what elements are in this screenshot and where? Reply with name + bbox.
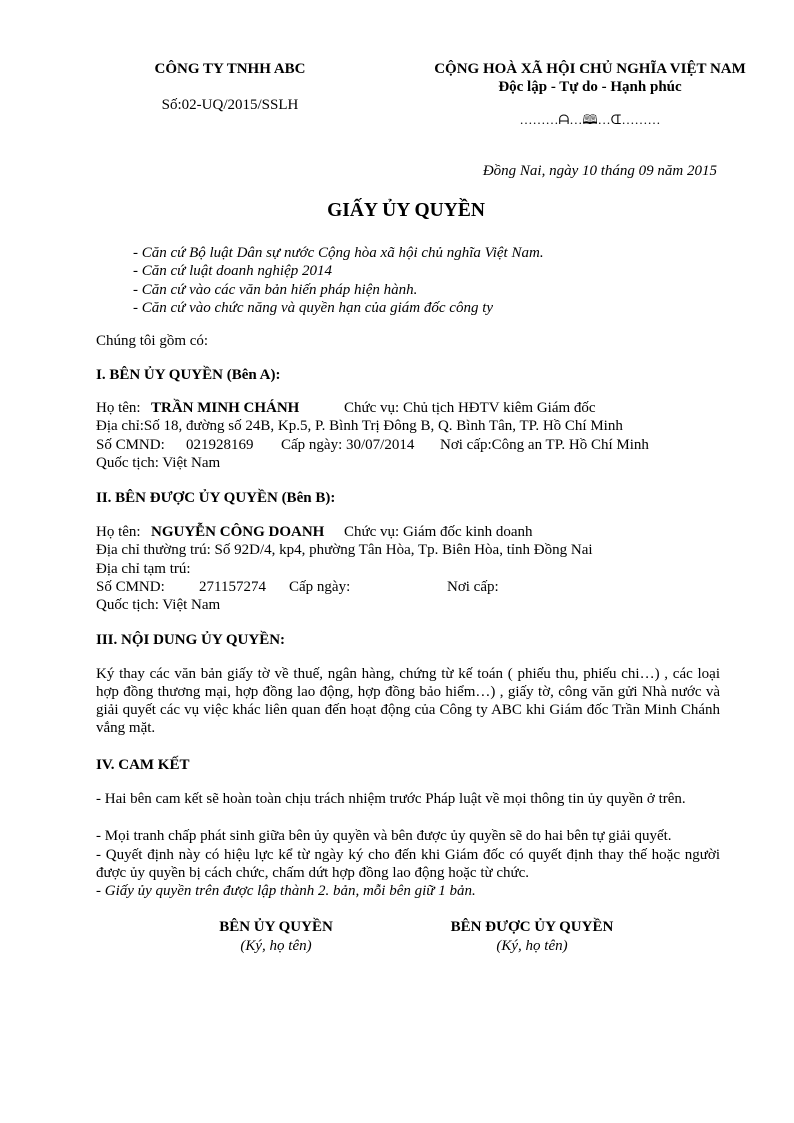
ornament-divider: ………ᗩ…🕮…ᗭ……… — [519, 112, 661, 127]
party-a-id-label: Số CMND: — [96, 437, 165, 453]
legal-basis-item: - Căn cứ Bộ luật Dân sự nước Cộng hòa xã hội chủ nghĩa Việt Nam. — [133, 245, 544, 261]
intro-text: Chúng tôi gồm có: — [96, 333, 209, 349]
commitment-item: - Quyết định này có hiệu lực kể từ ngày ký cho đến khi Giám đốc có quyết định thay thế hoặc người được ủy quyền bị cách chức, chấm dứt hợp đồng lao động hoặc từ chức. — [96, 847, 720, 881]
commitment-item: - Mọi tranh chấp phát sinh giữa bên ủy quyền và bên được ủy quyền sẽ do hai bên tự giải quyết. — [96, 828, 672, 844]
party-a-address: Địa chỉ:Số 18, đường số 24B, Kp.5, P. Bình Trị Đông B, Q. Bình Tân, TP. Hồ Chí Minh — [96, 418, 623, 434]
legal-basis-item: - Căn cứ vào các văn bản hiến pháp hiện hành. — [133, 282, 418, 298]
legal-basis-item: - Căn cứ vào chức năng và quyền hạn của giám đốc công ty — [133, 300, 494, 316]
party-a-issue-place: Nơi cấp:Công an TP. Hồ Chí Minh — [440, 437, 649, 453]
party-a-issue-date: Cấp ngày: 30/07/2014 — [281, 437, 415, 453]
national-motto: Độc lập - Tự do - Hạnh phúc — [498, 79, 682, 95]
party-b-position: Chức vụ: Giám đốc kinh doanh — [344, 524, 533, 540]
party-b-heading: II. BÊN ĐƯỢC ỦY QUYỀN (Bên B): — [96, 490, 336, 506]
legal-basis-item: - Căn cứ luật doanh nghiệp 2014 — [133, 263, 332, 279]
commitment-heading: IV. CAM KẾT — [96, 757, 190, 773]
signature-right-title: BÊN ĐƯỢC ỦY QUYỀN — [450, 919, 614, 935]
party-a-nationality: Quốc tịch: Việt Nam — [96, 455, 221, 471]
party-a-name-label: Họ tên: — [96, 400, 141, 416]
commitment-item: - Giấy ủy quyền trên được lập thành 2. bản, mỗi bên giữ 1 bản. — [96, 883, 476, 899]
party-b-issue-place: Nơi cấp: — [447, 579, 499, 595]
party-b-permanent-address: Địa chỉ thường trú: Số 92D/4, kp4, phường Tân Hòa, Tp. Biên Hòa, tỉnh Đồng Nai — [96, 542, 593, 558]
party-b-id-label: Số CMND: — [96, 579, 165, 595]
party-b-issue-date: Cấp ngày: — [289, 579, 351, 595]
party-a-id-number: 021928169 — [186, 437, 254, 453]
party-a-heading: I. BÊN ỦY QUYỀN (Bên A): — [96, 367, 281, 383]
party-b-id-number: 271157274 — [199, 579, 266, 595]
signature-right-note: (Ký, họ tên) — [496, 938, 568, 954]
commitment-item: - Hai bên cam kết sẽ hoàn toàn chịu trách nhiệm trước Pháp luật về mọi thông tin ủy quyền ở trên. — [96, 791, 686, 807]
party-a-name: TRẦN MINH CHÁNH — [151, 400, 300, 416]
party-a-position: Chức vụ: Chủ tịch HĐTV kiêm Giám đốc — [344, 400, 596, 416]
signature-left-note: (Ký, họ tên) — [240, 938, 312, 954]
content-paragraph: Ký thay các văn bản giấy tờ về thuế, ngân hàng, chứng từ kế toán ( phiếu thu, phiếu chi…) , các loại hợp đồng thương mại, hợp đồng lao động, hợp đồng bảo hiểm…) , giấy tờ, công văn gửi Nhà nước và giải quyết các vụ việc khác liên quan đến hoạt động của Công ty ABC khi Giám đốc Trần Minh Chánh vắng mặt. — [96, 666, 720, 736]
signature-left-title: BÊN ỦY QUYỀN — [219, 919, 333, 935]
date-line: Đồng Nai, ngày 10 tháng 09 năm 2015 — [482, 163, 717, 179]
document-number: Số:02-UQ/2015/SSLH — [161, 97, 299, 113]
content-heading: III. NỘI DUNG ỦY QUYỀN: — [96, 632, 286, 648]
party-b-temporary-address: Địa chỉ tạm trú: — [96, 561, 191, 577]
company-name: CÔNG TY TNHH ABC — [154, 61, 306, 77]
document-title: GIẤY ỦY QUYỀN — [327, 200, 485, 221]
national-title: CỘNG HOÀ XÃ HỘI CHỦ NGHĨA VIỆT NAM — [434, 61, 746, 77]
party-b-name-label: Họ tên: — [96, 524, 141, 540]
party-b-name: NGUYỄN CÔNG DOANH — [151, 524, 325, 540]
party-b-nationality: Quốc tịch: Việt Nam — [96, 597, 221, 613]
